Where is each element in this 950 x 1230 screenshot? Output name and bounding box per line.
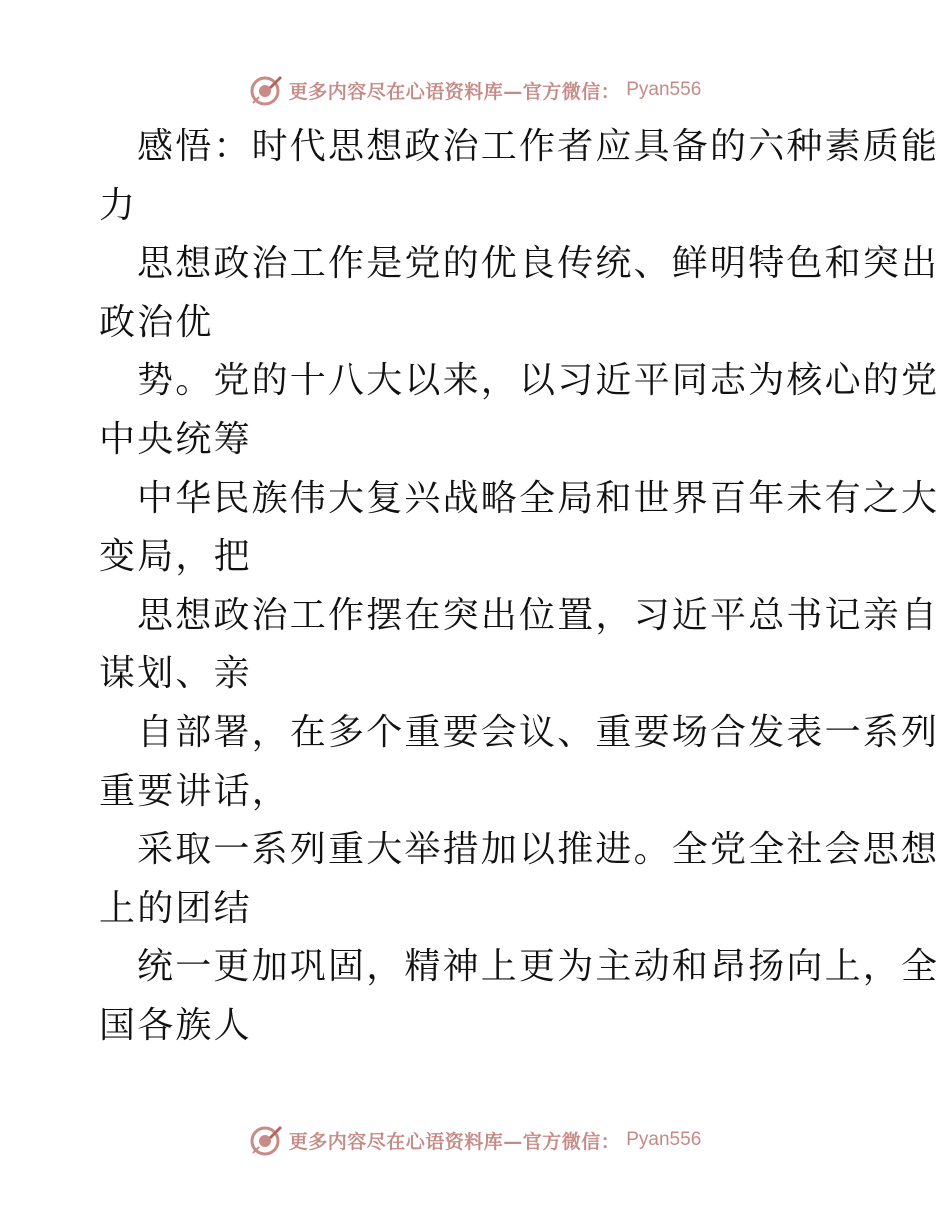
text-line: 变局，把 [99, 536, 252, 578]
watermark-wechat-id: Pyan556 [626, 79, 702, 100]
pen-logo-icon [249, 1123, 283, 1157]
text-line: 力 [99, 184, 138, 226]
text-line: 思想政治工作摆在突出位置，习近平总书记亲自 [137, 594, 940, 636]
text-line: 思想政治工作是党的优良传统、鲜明特色和突出 [137, 243, 940, 285]
document-body [99, 118, 940, 1056]
text-line: 中央统筹 [99, 418, 252, 460]
watermark-text: 更多内容尽在心语资料库—官方微信： [288, 1130, 621, 1153]
text-line: 自部署，在多个重要会议、重要场合发表一系列 [137, 711, 940, 753]
header-watermark [0, 70, 950, 110]
pen-logo-icon [249, 73, 283, 107]
text-line: 感悟：时代思想政治工作者应具备的六种素质能 [137, 126, 940, 167]
text-line: 采取一系列重大举措加以推进。全党全社会思想 [137, 829, 940, 871]
text-line: 国各族人 [99, 1004, 252, 1046]
footer-watermark [0, 1120, 950, 1160]
text-line: 谋划、亲 [99, 653, 252, 695]
text-line: 势。党的十八大以来，以习近平同志为核心的党 [137, 360, 940, 402]
text-line: 统一更加巩固，精神上更为主动和昂扬向上，全 [137, 946, 940, 988]
text-line: 中华民族伟大复兴战略全局和世界百年未有之大 [137, 477, 940, 519]
text-line: 重要讲话， [99, 770, 291, 812]
watermark-text: 更多内容尽在心语资料库—官方微信： [288, 80, 621, 103]
watermark-wechat-id: Pyan556 [626, 1129, 702, 1150]
text-line: 上的团结 [99, 887, 252, 929]
text-line: 政治优 [99, 301, 214, 343]
